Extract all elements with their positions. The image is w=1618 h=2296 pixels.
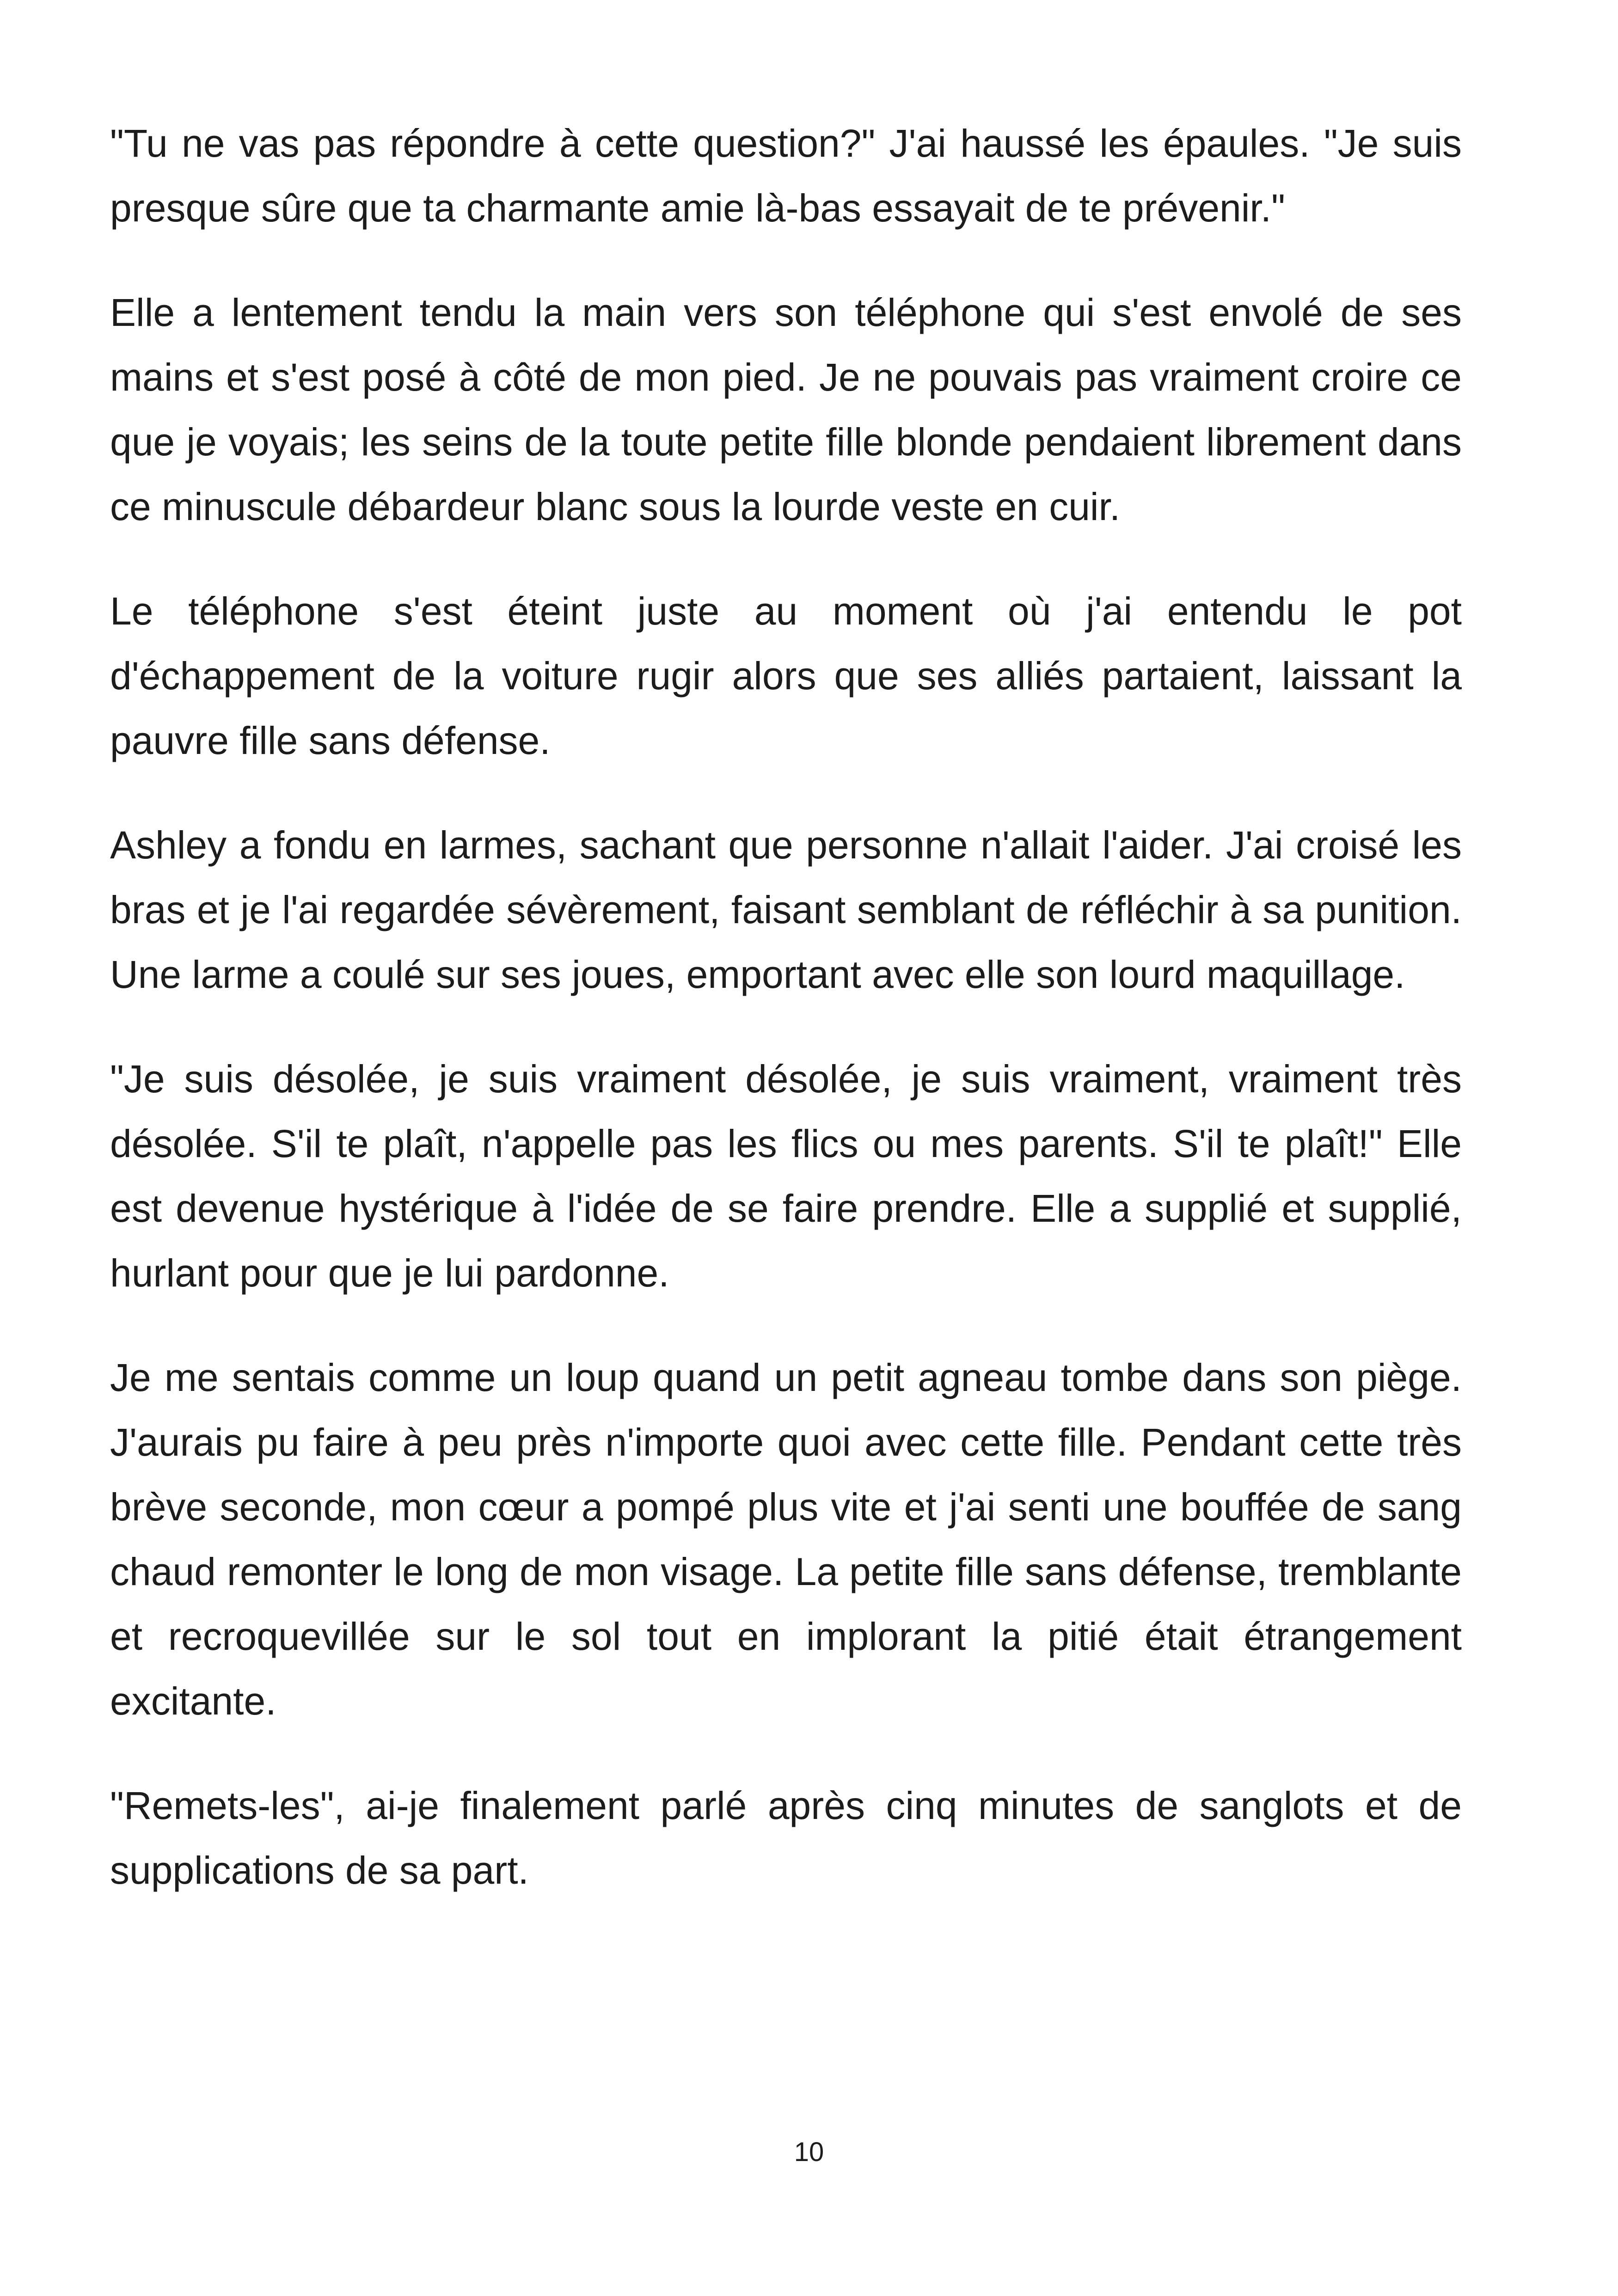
paragraph: "Tu ne vas pas répondre à cette question?" J'ai haussé les épaules. "Je suis presque sûre que ta charmante amie là-bas essayait de te prévenir." <box>110 122 1462 230</box>
paragraph: Je me sentais comme un loup quand un petit agneau tombe dans son piège. J'aurais pu faire à peu près n'importe quoi avec cette fille. Pendant cette très brève seconde, mon cœur a pompé plus vite et j'ai senti une bouffée de sang chaud remonter le long de mon visage. La petite fille sans défense, tremblante et recroquevillée sur le sol tout en implorant la pitié était étrangement excitante. <box>110 1356 1462 1723</box>
paragraph: Le téléphone s'est éteint juste au moment où j'ai entendu le pot d'échappement de la voiture rugir alors que ses alliés partaient, laissant la pauvre fille sans défense. <box>110 589 1462 762</box>
paragraph: "Remets-les", ai-je finalement parlé après cinq minutes de sanglots et de supplications de sa part. <box>110 1784 1462 1892</box>
paragraph: Elle a lentement tendu la main vers son téléphone qui s'est envolé de ses mains et s'est posé à côté de mon pied. Je ne pouvais pas vraiment croire ce que je voyais; les seins de la toute petite fille blonde pendaient librement dans ce minuscule débardeur blanc sous la lourde veste en cuir. <box>110 291 1462 528</box>
paragraph: Ashley a fondu en larmes, sachant que personne n'allait l'aider. J'ai croisé les bras et je l'ai regardée sévèrement, faisant semblant de réfléchir à sa punition. Une larme a coulé sur ses joues, emportant avec elle son lourd maquillage. <box>110 823 1462 996</box>
body-text <box>110 111 1462 1942</box>
paragraph: "Je suis désolée, je suis vraiment désolée, je suis vraiment, vraiment très désolée. S'il te plaît, n'appelle pas les flics ou mes parents. S'il te plaît!" Elle est devenue hystérique à l'idée de se faire prendre. Elle a supplié et supplié, hurlant pour que je lui pardonne. <box>110 1057 1462 1295</box>
page-number: 10 <box>794 2137 824 2167</box>
